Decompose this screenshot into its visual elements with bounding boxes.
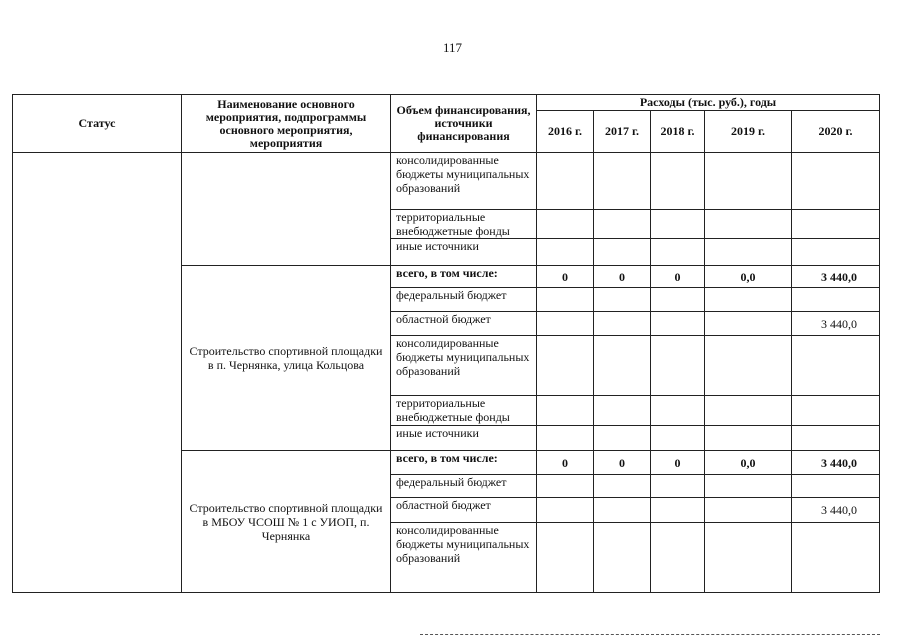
source-municipal: консолидированные бюджеты муниципальных образований	[391, 336, 537, 396]
header-year-2017: 2017 г.	[594, 111, 651, 153]
header-year-2016: 2016 г.	[537, 111, 594, 153]
header-status: Статус	[13, 95, 182, 153]
source-other: иные источники	[391, 239, 537, 266]
header-volume: Объем финансирования, источники финансирования	[391, 95, 537, 153]
source-other: иные источники	[391, 426, 537, 451]
value-cell: 3 440,0	[792, 312, 880, 336]
header-expenses: Расходы (тыс. руб.), годы	[537, 95, 880, 111]
value-cell: 0	[651, 266, 705, 288]
value-cell: 3 440,0	[792, 498, 880, 523]
value-cell: 0	[594, 451, 651, 475]
source-extrabudget: территориальные внебюджетные фонды	[391, 396, 537, 426]
value-cell: 0,0	[705, 451, 792, 475]
value-cell: 0	[537, 266, 594, 288]
source-total: всего, в том числе:	[391, 266, 537, 288]
page-cut-line	[420, 634, 880, 635]
header-year-2018: 2018 г.	[651, 111, 705, 153]
value-cell: 3 440,0	[792, 266, 880, 288]
source-regional: областной бюджет	[391, 498, 537, 523]
table-row	[13, 153, 880, 210]
name-cell-empty	[182, 153, 391, 266]
value-cell: 0	[537, 451, 594, 475]
source-regional: областной бюджет	[391, 312, 537, 336]
value-cell: 0	[651, 451, 705, 475]
header-year-2020: 2020 г.	[792, 111, 880, 153]
header-name: Наименование основного мероприятия, подпрограммы основного мероприятия, мероприятия	[182, 95, 391, 153]
page-number: 117	[442, 40, 463, 55]
source-municipal: консолидированные бюджеты муниципальных образований	[391, 523, 537, 593]
header-year-2019: 2019 г.	[705, 111, 792, 153]
value-cell: 0	[594, 266, 651, 288]
source-municipal: консолидированные бюджеты муниципальных образований	[391, 153, 537, 210]
project-name: Строительство спортивной площадки в п. Чернянка, улица Кольцова	[182, 266, 391, 451]
source-total: всего, в том числе:	[391, 451, 537, 475]
source-federal: федеральный бюджет	[391, 288, 537, 312]
project-name: Строительство спортивной площадки в МБОУ ЧСОШ № 1 с УИОП, п. Чернянка	[182, 451, 391, 593]
value-cell: 0,0	[705, 266, 792, 288]
value-cell: 3 440,0	[792, 451, 880, 475]
financing-table	[12, 94, 880, 593]
source-federal: федеральный бюджет	[391, 475, 537, 498]
status-cell	[13, 153, 182, 593]
source-extrabudget: территориальные внебюджетные фонды	[391, 210, 537, 239]
